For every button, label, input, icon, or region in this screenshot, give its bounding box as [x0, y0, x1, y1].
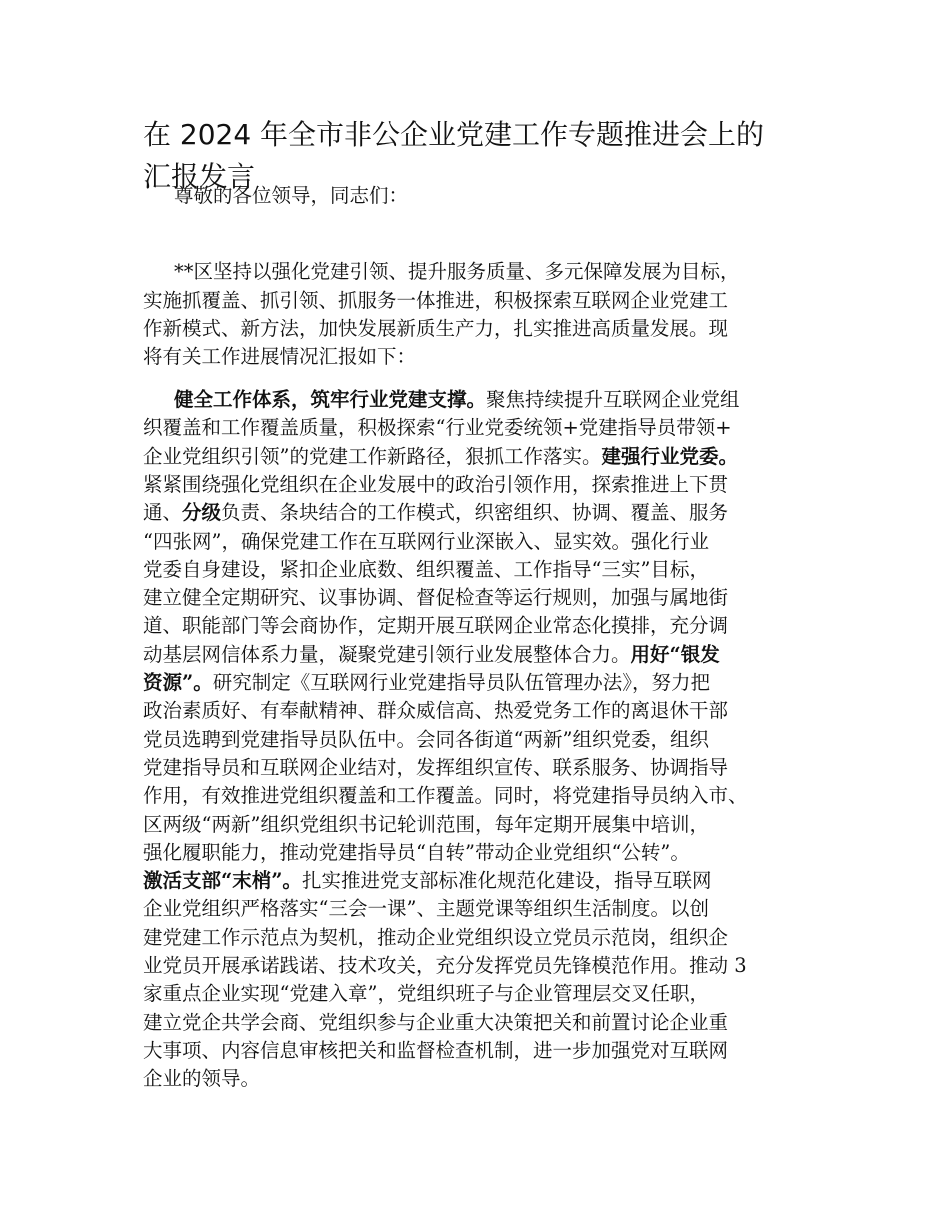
text-run: 作用，有效推进党组织覆盖和工作覆盖。同时，将党建指导员纳入市、: [143, 784, 748, 807]
body-line: [143, 643, 720, 667]
body-line: [143, 756, 728, 780]
body-line: [143, 501, 728, 525]
text-run: 强化履职能力，推动党建指导员“自转”带动企业党组织“公转”。: [143, 841, 690, 864]
intro-line: 实施抓覆盖、抓引领、抓服务一体推进，积极探索互联网企业党建工: [143, 289, 729, 312]
body-line: [143, 1011, 728, 1035]
body-line: [143, 1039, 728, 1063]
body-line: [143, 586, 728, 610]
text-run: 研究制定《互联网行业党建指导员队伍管理办法》，努力把: [212, 671, 710, 694]
text-run: 党委自身建设，紧扣企业底数、组织覆盖、工作指导“三实”目标，: [143, 558, 709, 581]
text-run: 聚焦持续提升互联网企业党组: [486, 388, 740, 411]
body-line: [143, 1067, 260, 1091]
bold-heading-run: 激活支部“末梢”。: [143, 869, 302, 892]
body-line: [143, 416, 732, 440]
body-line: [143, 954, 747, 978]
text-run: 建立健全定期研究、议事协调、督促检查等运行规则，加强与属地街: [143, 586, 729, 609]
text-run: 企业党组织引领”的党建工作新路径，狠抓工作落实。: [143, 445, 602, 468]
body-line: [143, 671, 710, 695]
text-run: 建立党企共学会商、党组织参与企业重大决策把关和前置讨论企业重: [143, 1011, 729, 1034]
text-run: 企业的领导。: [143, 1067, 261, 1090]
body-line: [143, 699, 728, 723]
body-line: [143, 784, 748, 808]
intro-line: 将有关工作进展情况汇报如下：: [143, 345, 417, 368]
body-line: [143, 982, 709, 1006]
body-line: [143, 530, 709, 554]
text-run: 负责、条块结合的工作模式，织密组织、协调、覆盖、服务: [221, 501, 729, 524]
title-line: 在 2024 年全市非公企业党建工作专题推进会上的: [143, 118, 765, 151]
body-line: [143, 728, 709, 752]
body-line: [143, 841, 690, 865]
text-run: “四张网”，确保党建工作在互联网行业深嵌入、显实效。强化行业: [143, 530, 709, 553]
body-line: [143, 473, 728, 497]
text-run: 党员选聘到党建指导员队伍中。会同各街道“两新”组织党委，组织: [143, 728, 709, 751]
body-line: [143, 813, 709, 837]
body-line: [174, 388, 740, 412]
title-line: 汇报发言: [143, 160, 256, 193]
text-run: 道、职能部门等会商协作，定期开展互联网企业常态化摸排，充分调: [143, 614, 729, 637]
text-run: 党建指导员和互联网企业结对，发挥组织宣传、联系服务、协调指导: [143, 756, 729, 779]
body-line: [143, 869, 711, 893]
intro-line: 作新模式、新方法，加快发展新质生产力，扎实推进高质量发展。现: [143, 317, 729, 340]
bold-heading-run: 健全工作体系，筑牢行业党建支撑。: [174, 388, 487, 411]
text-run: 织覆盖和工作覆盖质量，积极探索“行业党委统领+党建指导员带领+: [143, 416, 732, 439]
salutation: 尊敬的各位领导，同志们：: [174, 184, 409, 207]
text-run: 企业党组织严格落实“三会一课”、主题党课等组织生活制度。以创: [143, 897, 709, 920]
bold-heading-run: 资源”。: [143, 671, 213, 694]
text-run: 紧紧围绕强化党组织在企业发展中的政治引领作用，探索推进上下贯: [143, 473, 729, 496]
bold-heading-run: 用好“银发: [630, 643, 720, 666]
body-line: [143, 926, 728, 950]
text-run: 扎实推进党支部标准化规范化建设，指导互联网: [301, 869, 712, 892]
body-line: [143, 558, 709, 582]
body-line: [143, 897, 709, 921]
bold-heading-run: 分级: [182, 501, 222, 524]
body-line: [143, 614, 728, 638]
bold-heading-run: 建强行业党委。: [601, 445, 738, 468]
text-run: 通、: [143, 501, 183, 524]
text-run: 业党员开展承诺践诺、技术攻关，充分发挥党员先锋模范作用。推动 3: [143, 954, 747, 977]
text-run: 建党建工作示范点为契机，推动企业党组织设立党员示范岗，组织企: [143, 926, 729, 949]
text-run: 家重点企业实现“党建入章”，党组织班子与企业管理层交叉任职，: [143, 982, 709, 1005]
intro-line: **区坚持以强化党建引领、提升服务质量、多元保障发展为目标，: [174, 260, 740, 283]
text-run: 政治素质好、有奉献精神、群众威信高、热爱党务工作的离退休干部: [143, 699, 729, 722]
text-run: 动基层网信体系力量，凝聚党建引领行业发展整体合力。: [143, 643, 631, 666]
text-run: 区两级“两新”组织党组织书记轮训范围，每年定期开展集中培训，: [143, 813, 709, 836]
text-run: 大事项、内容信息审核把关和监督检查机制，进一步加强党对互联网: [143, 1039, 729, 1062]
body-line: [143, 445, 738, 469]
